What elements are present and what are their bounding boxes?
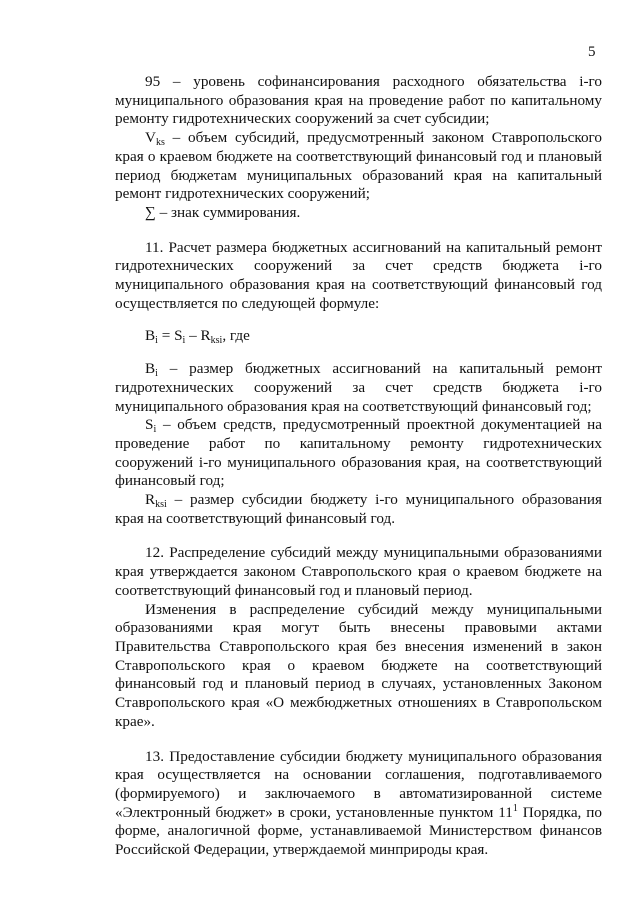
formula-symbol-b: B xyxy=(145,327,156,345)
spacer xyxy=(115,732,602,748)
superscript-1: 1 xyxy=(512,802,518,814)
paragraph-12: 12. Распределение субсидий между муниципальными образованиями края утверждается законом Ставропольского края о краевом бюджете на соответствующий финансовый год и плановый период. xyxy=(115,544,602,599)
paragraph-sum-definition: ∑ – знак суммирования. xyxy=(145,203,301,221)
subscript-ksi: ksi xyxy=(155,499,167,511)
definition-r-text: – размер субсидии бюджету i-го муниципального образования края на соответствующий финансовый год. xyxy=(115,491,602,527)
formula-sub-i: i xyxy=(155,335,158,347)
paragraph-vks-definition xyxy=(115,129,602,204)
definition-b xyxy=(115,360,602,416)
spacer xyxy=(115,528,602,544)
page-number: 5 xyxy=(588,44,596,60)
symbol-v: V xyxy=(145,129,156,147)
definition-r xyxy=(115,491,602,528)
paragraph-11: 11. Расчет размера бюджетных ассигнований на капитальный ремонт гидротехнических сооружений за счет средств бюджета i-го муниципального образования края на соответствующий финансовый год осуществляется по следующей формуле: xyxy=(115,238,602,312)
formula-minus-r: – R xyxy=(185,327,211,345)
paragraph-95-definition: 95 – уровень софинансирования расходного обязательства i-го муниципального образования края на проведение работ по капитальному ремонту гидротехнических сооружений за счет субсидии; xyxy=(115,73,602,128)
paragraph-13 xyxy=(115,748,602,860)
subscript-i: i xyxy=(153,424,157,436)
paragraph-12-changes: Изменения в распределение субсидий между муниципальными образованиями края могут быть внесены правовыми актами Правительства Ставропольского края без внесения изменений в закон Ставропольского края о краевом бюджете на соответствующий финансовый год и плановый период в случаях, установленных Законом Ставропольского края «О межбюджетных отношениях в Ставропольском крае». xyxy=(115,600,602,730)
paragraph-13-text-start: 13. Предоставление субсидии бюджету муниципального образования края осуществляется на основании соглашения, подготавливаемого (формируемого) и заключаемого в автоматизированной системе «Электронный бюджет» в сроки, установленные пунктом 11 xyxy=(115,747,602,821)
formula-tail: , где xyxy=(222,327,250,345)
subscript-i: i xyxy=(155,368,158,380)
formula-sub-i: i xyxy=(182,335,186,347)
subscript-ks: ks xyxy=(155,137,165,149)
definition-s xyxy=(115,416,602,491)
symbol-s: S xyxy=(145,416,154,434)
definition-s-text: – объем средств, предусмотренный проектной документацией на проведение работ по капитальному ремонту гидротехнических сооружений i-го муниципального образования края, на соответствующий финансовый год; xyxy=(115,416,602,490)
vks-definition-text: – объем субсидий, предусмотренный законом Ставропольского края о краевом бюджете на соответствующий финансовый год и плановый период бюджетам муниципальных образований края на капитальный ремонт гидротехнических сооружений; xyxy=(115,129,602,203)
spacer xyxy=(115,223,602,239)
formula-equals-s: = S xyxy=(157,327,183,345)
formula-sub-ksi: ksi xyxy=(210,335,223,347)
definition-b-text: – размер бюджетных ассигнований на капитальный ремонт гидротехнических сооружений за счет средств бюджета i-го муниципального образования края на соответствующий финансовый год; xyxy=(115,360,602,415)
formula-b xyxy=(115,327,602,346)
spacer xyxy=(115,313,602,327)
document-body xyxy=(115,73,602,860)
symbol-r: R xyxy=(145,491,156,509)
paragraph-13-text-end: Порядка, по форме, аналогичной форме, устанавливаемой Министерством финансов Российской Федерации, утверждаемой минприроды края. xyxy=(115,803,602,859)
symbol-b: B xyxy=(145,360,156,378)
spacer xyxy=(115,346,602,360)
